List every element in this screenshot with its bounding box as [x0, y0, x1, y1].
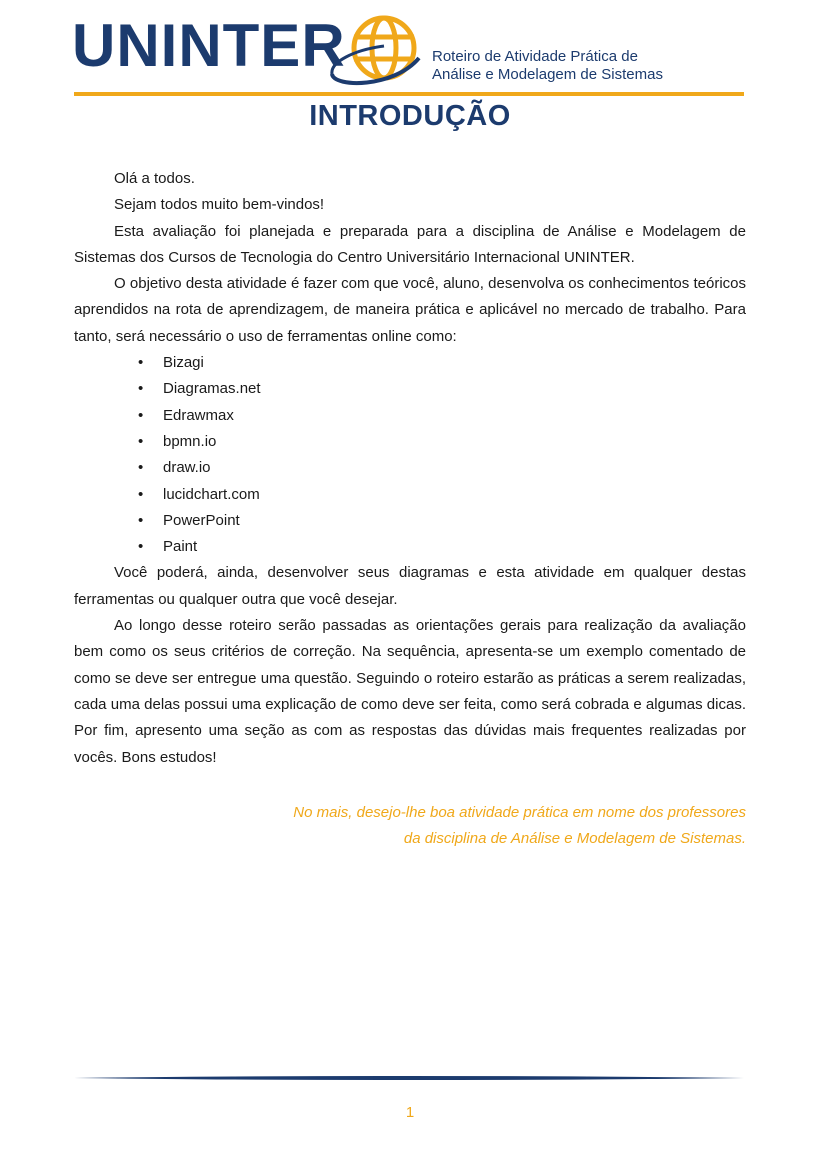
list-item: • Edrawmax	[74, 403, 746, 429]
paragraph: Esta avaliação foi planejada e preparada para a disciplina de Análise e Modelagem de Sistemas dos Cursos de Tecnologia do Centro Universitário Internacional UNINTER.	[74, 222, 746, 266]
list-item: • Diagramas.net	[74, 376, 746, 402]
paragraph: O objetivo desta atividade é fazer com que você, aluno, desenvolva os conhecimentos teóricos aprendidos na rota de aprendizagem, de maneira prática e aplicável no mercado de trabalho. Para tanto, será necessário o uso de ferramentas online como:	[74, 275, 746, 345]
paragraph: Sejam todos muito bem-vindos!	[114, 196, 325, 214]
header-divider	[74, 92, 744, 96]
paragraph: Você poderá, ainda, desenvolver seus diagramas e esta atividade em qualquer destas ferramentas ou qualquer outra que você desejar.	[74, 564, 746, 608]
closing-line1: No mais, desejo-lhe boa atividade prática em nome dos professores	[293, 804, 746, 821]
list-item: • Bizagi	[74, 350, 746, 376]
header-subtitle-line2: Análise e Modelagem de Sistemas	[432, 66, 663, 83]
page-header	[72, 10, 744, 100]
header-subtitle	[432, 48, 663, 84]
uninter-logo-text: UNINTER	[72, 12, 346, 79]
body-content	[74, 166, 746, 771]
closing-line2: da disciplina de Análise e Modelagem de Sistemas.	[403, 830, 746, 847]
page-number: 1	[405, 1104, 415, 1121]
list-item: • draw.io	[74, 455, 746, 481]
tools-list	[74, 350, 746, 560]
header-subtitle-line1: Roteiro de Atividade Prática de	[432, 48, 638, 65]
list-item: • lucidchart.com	[74, 482, 746, 508]
globe-logo-icon	[324, 10, 424, 90]
paragraph: Ao longo desse roteiro serão passadas as orientações gerais para realização da avaliação bem como os seus critérios de correção. Na sequência, apresenta-se um exemplo comentado de como se deve ser entregue uma questão. Seguindo o roteiro estarão as práticas a serem realizadas, cada uma delas possui uma explicação de como deve ser feita, como será cobrada e algumas dicas. Por fim, apresento uma seção as com as respostas das dúvidas mais frequentes realizadas por vocês. Bons estudos!	[74, 617, 746, 766]
list-item: • Paint	[74, 534, 746, 560]
closing-remark	[293, 800, 746, 852]
list-item: • bpmn.io	[74, 429, 746, 455]
page-title: INTRODUÇÃO	[309, 100, 511, 132]
list-item: • PowerPoint	[74, 508, 746, 534]
footer-divider	[74, 1074, 744, 1082]
paragraph: Olá a todos.	[114, 170, 195, 187]
